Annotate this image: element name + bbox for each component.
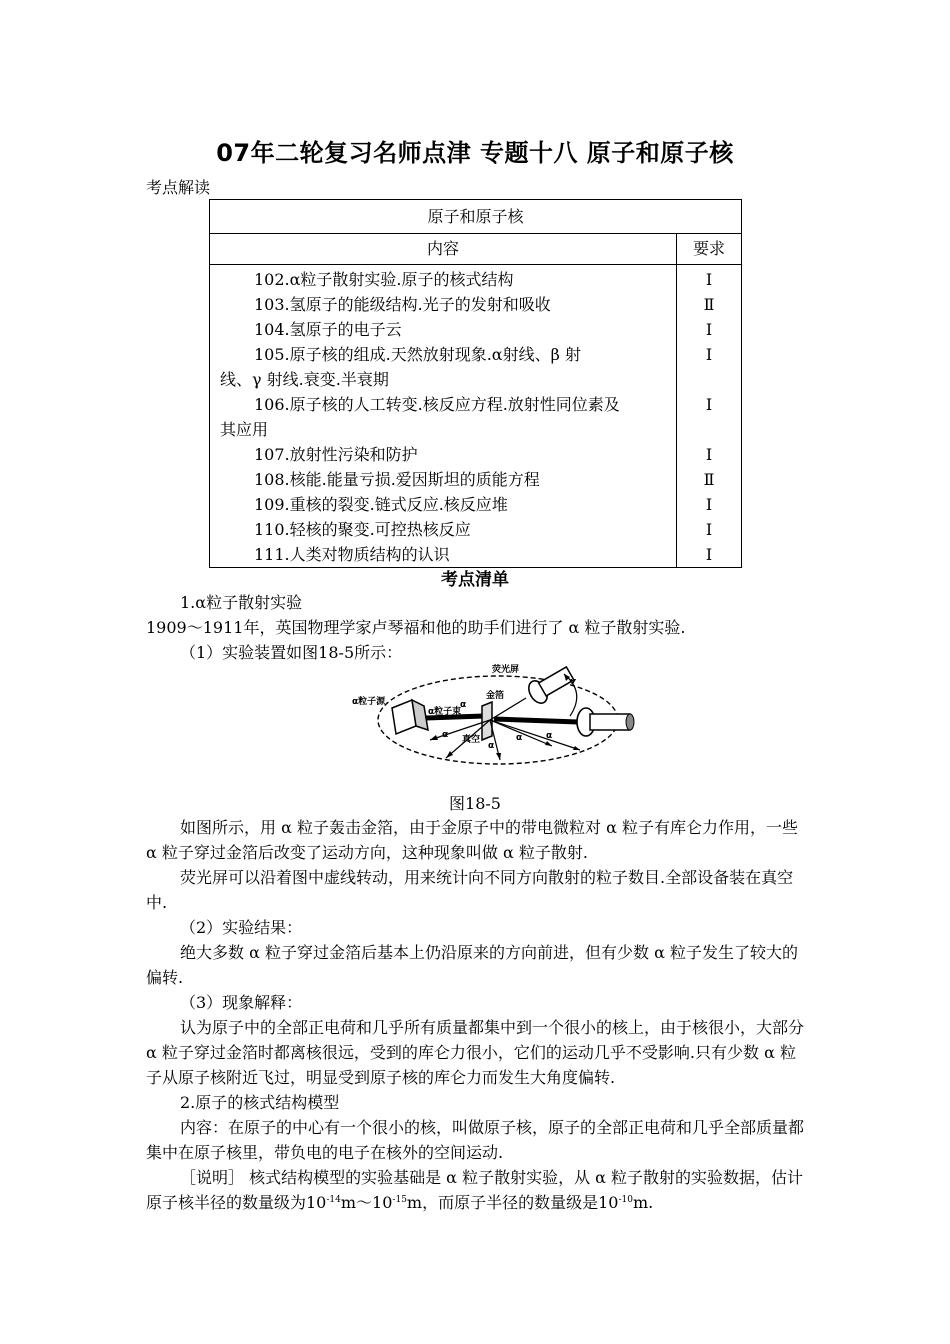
paragraph-note: ［说明］ 核式结构模型的实验基础是 α 粒子散射实验，从 α 粒子散射的实验数据，估计原子核半径的数量级为$10^{-14}m\sim 10^{-15}m$，而原子半径的数量级是$10^{-10}m$.: [146, 1168, 804, 1212]
level-mark: I: [705, 320, 713, 339]
paragraph: 如图所示，用 α 粒子轰击金箔，由于金原子中的带电微粒对 α 粒子有库仑力作用，一些 α 粒子穿过金箔后改变了运动方向，这种现象叫做 α 粒子散射.: [146, 818, 798, 862]
level-mark: Ⅱ: [703, 470, 715, 489]
table-row: 102.α粒子散射实验.原子的核式结构: [254, 270, 514, 289]
level-mark: I: [705, 520, 713, 539]
section-title-checklist: 考点清单: [441, 570, 509, 590]
table-row: 111.人类对物质结构的认识: [254, 545, 450, 564]
label-gold-foil: 金箔: [486, 691, 505, 701]
paragraph: （3）现象解释：: [180, 993, 303, 1012]
level-mark: I: [705, 395, 713, 414]
table-row: 110.轻核的聚变.可控热核反应: [254, 520, 471, 539]
scattering-apparatus-figure: [350, 662, 650, 772]
paragraph: 1909～1911年，英国物理学家卢琴福和他的助手们进行了 α 粒子散射实验.: [146, 618, 686, 637]
level-mark: I: [705, 545, 713, 564]
table-row: 105.原子核的组成.天然放射现象.α射线、β 射 线、γ 射线.衰变.半衰期: [220, 345, 581, 389]
paragraph: 认为原子中的全部正电荷和几乎所有质量都集中到一个很小的核上，由于核很小，大部分 α 粒子穿过金箔时都离核很远，受到的库仑力很小，它们的运动几乎不受影响.只有少数 α 粒子从原子核附近飞过，明显受到原子核的库仑力而发生大角度偏转.: [146, 1018, 805, 1087]
table-heading: 原子和原子核: [210, 200, 742, 234]
table-row: 106.原子核的人工转变.核反应方程.放射性同位素及 其应用: [220, 395, 620, 439]
table-row: 109.重核的裂变.链式反应.核反应堆: [254, 495, 508, 514]
label-alpha-source: α粒子源: [352, 697, 386, 707]
level-mark: I: [705, 345, 713, 364]
label-alpha: α: [488, 741, 495, 751]
table-row: 104.氢原子的电子云: [254, 320, 402, 339]
table-row: 108.核能.能量亏损.爱因斯坦的质能方程: [254, 470, 540, 489]
paragraph: （2）实验结果：: [180, 918, 303, 937]
level-mark: I: [705, 495, 713, 514]
table-col-level: 要求: [677, 234, 742, 265]
label-alpha: α: [442, 730, 449, 740]
table-row: 103.氢原子的能级结构.光子的发射和吸收: [254, 295, 551, 314]
table-row: 107.放射性污染和防护: [254, 445, 418, 464]
table-items-cell: [210, 265, 677, 568]
label-alpha: α: [546, 731, 553, 741]
table-levels-cell: [677, 265, 742, 568]
label-velocity: v: [570, 677, 576, 687]
level-mark: I: [705, 445, 713, 464]
level-mark: Ⅱ: [703, 295, 715, 314]
heading-alpha-scattering: 1.α粒子散射实验: [180, 593, 303, 612]
paragraph: 荧光屏可以沿着图中虚线转动，用来统计向不同方向散射的粒子数目.全部设备装在真空中.: [146, 868, 794, 912]
table-col-content: 内容: [210, 234, 677, 265]
level-mark: I: [705, 270, 713, 289]
paragraph: （1）实验装置如图18-5所示：: [180, 643, 403, 662]
paragraph: 绝大多数 α 粒子穿过金箔后基本上仍沿原来的方向前进，但有少数 α 粒子发生了较大的偏转.: [146, 943, 798, 987]
page-title: 07年二轮复习名师点津 专题十八 原子和原子核: [216, 139, 734, 167]
label-vacuum: 真空: [462, 735, 481, 745]
label-alpha: α: [460, 700, 467, 710]
requirements-table: [209, 199, 742, 568]
label-screen: 荧光屏: [492, 665, 520, 675]
label-alpha-beam: α粒子束: [428, 707, 462, 717]
section-label-exam-points: 考点解读: [146, 178, 211, 197]
figure-caption: 图18-5: [449, 794, 501, 813]
paragraph: 内容：在原子的中心有一个很小的核，叫做原子核，原子的全部正电荷和几乎全部质量都集中在原子核里，带负电的电子在核外的空间运动.: [146, 1118, 805, 1162]
label-alpha: α: [516, 733, 523, 743]
heading-nuclear-model: 2.原子的核式结构模型: [180, 1093, 340, 1112]
